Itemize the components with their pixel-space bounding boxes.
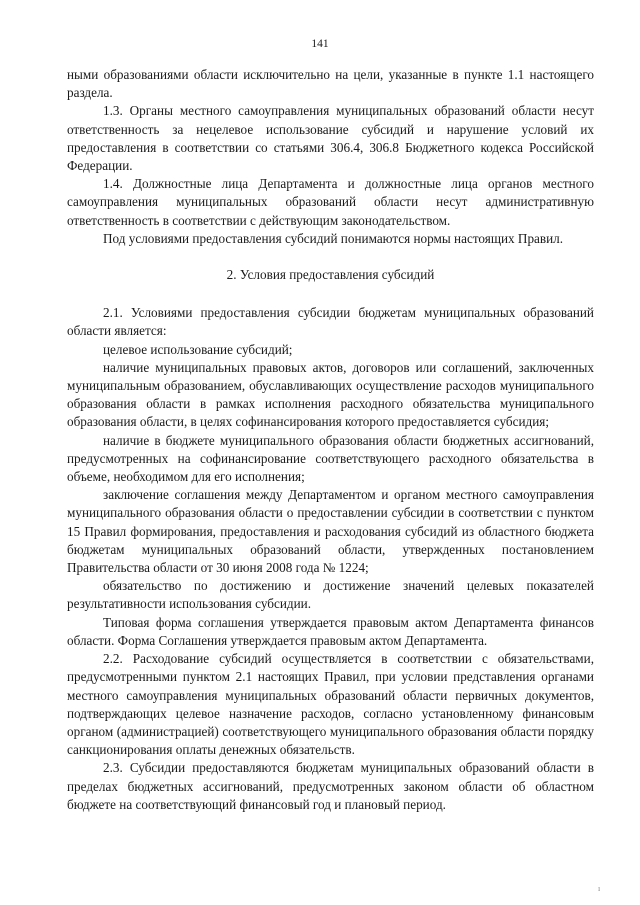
condition-item: целевое использование субсидий; bbox=[103, 341, 293, 357]
paragraph-1-4: 1.4. Должностные лица Департамента и должностные лица органов местного самоуправления муниципальных образований области несут административную ответственность в соответствии с действующим законодательством. bbox=[67, 176, 594, 228]
paragraph-2-1: 2.1. Условиями предоставления субсидии бюджетам муниципальных образований области является: bbox=[67, 305, 594, 339]
paragraph-1-3: 1.3. Органы местного самоуправления муниципальных образований области несут ответственность за нецелевое использование субсидий и нарушение условий их предоставления в соответствии со статьями 306.4, 306.8 Бюджетного кодекса Российской Федерации. bbox=[67, 103, 594, 174]
condition-item: наличие в бюджете муниципального образования области бюджетных ассигнований, предусмотренных на софинансирование соответствующего расходного обязательства в объеме, необходимом для его исполнения; bbox=[67, 432, 594, 485]
document-body bbox=[67, 66, 594, 814]
section-heading: 2. Условия предоставления субсидий bbox=[226, 267, 435, 283]
paragraph-conditions-definition: Под условиями предоставления субсидий понимаются нормы настоящих Правил. bbox=[103, 230, 564, 246]
paragraph-standard-form: Типовая форма соглашения утверждается правовым актом Департамента финансов области. Форма Соглашения утверждается правовым актом Департамента. bbox=[67, 614, 594, 648]
paragraph-2-2: 2.2. Расходование субсидий осуществляется в соответствии с обязательствами, предусмотренными пунктом 2.1 настоящих Правил, при условии представления органами местного самоуправления муниципальных образований области первичных документов, подтверждающих целевое назначение расходов, согласно установленному финансовым органом (администрацией) соответствующего муниципального образования области порядку санкционирования оплаты денежных обязательств. bbox=[67, 651, 594, 758]
page-number: 141 bbox=[311, 38, 329, 50]
paragraph-2-3: 2.3. Субсидии предоставляются бюджетам муниципальных образований области в пределах бюджетных ассигнований, предусмотренных законом области об областном бюджете на соответствующий финансовый год и плановый период. bbox=[67, 760, 594, 812]
condition-item: наличие муниципальных правовых актов, договоров или соглашений, заключенных муниципальным образованием, обуславливающих осуществление расходов муниципального образования области в рамках исполнения расходного обязательства муниципального образования области, в целях софинансирования которого предоставляется субсидия; bbox=[67, 359, 594, 430]
margin-mark: ı bbox=[598, 884, 601, 893]
condition-item: обязательство по достижению и достижение значений целевых показателей результативности использования субсидии. bbox=[67, 578, 594, 612]
paragraph-continuation: ными образованиями области исключительно на цели, указанные в пункте 1.1 настоящего раздела. bbox=[67, 67, 594, 101]
condition-item: заключение соглашения между Департаментом и органом местного самоуправления муниципального образования области о предоставлении субсидии в соответствии с пунктом 15 Правил формирования, предоставления и расходования субсидий из областного бюджета бюджетам муниципальных образований области, утвержденных постановлением Правительства области от 30 июня 2008 года № 1224; bbox=[67, 487, 594, 576]
